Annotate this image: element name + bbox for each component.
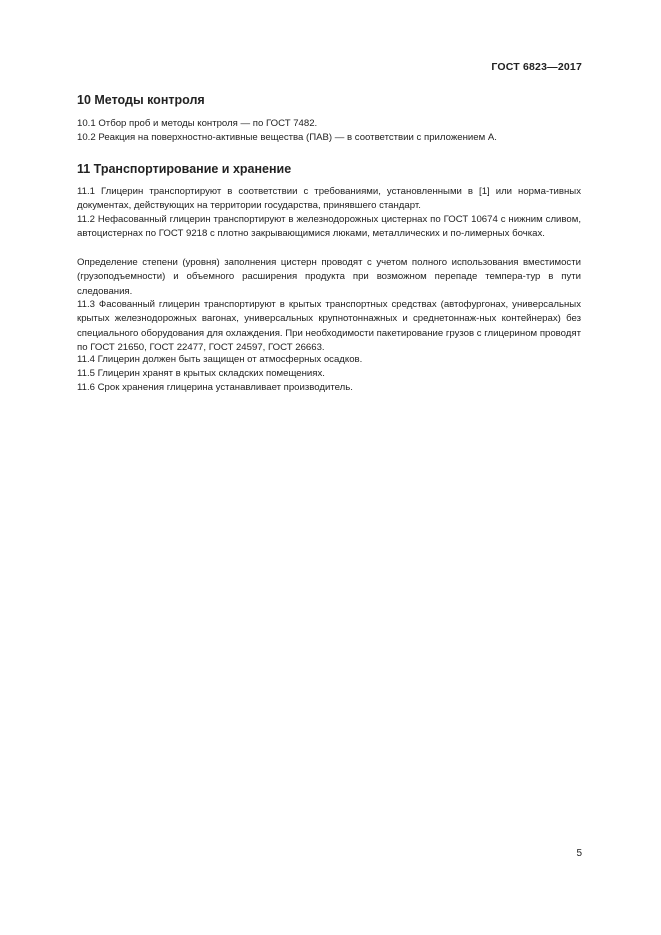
clause-11-3: 11.3 Фасованный глицерин транспортируют в крытых транспортных средствах (автофургонах, универсальных крытых железнодорожных вагонах, универсальных крупнотоннажных и среднетоннаж-ных контейнерах) без специального оборудования для охлаждения. При необходимости пакетирование грузов с глицерином проводят по ГОСТ 21650, ГОСТ 22477, ГОСТ 24597, ГОСТ 26663. [77, 299, 581, 354]
clause-11-5: 11.5 Глицерин хранят в крытых складских помещениях. [77, 368, 325, 379]
clause-10-2: 10.2 Реакция на поверхностно-активные вещества (ПАВ) — в соответствии с приложением А. [77, 132, 497, 143]
clause-10-1: 10.1 Отбор проб и методы контроля — по ГОСТ 7482. [77, 118, 318, 129]
standard-code: ГОСТ 6823—2017 [491, 61, 582, 73]
section-11-title: 11 Транспортирование и хранение [77, 162, 292, 176]
clause-11-1: 11.1 Глицерин транспортируют в соответствии с требованиями, установленными в [1] или норма-тивных документах, действующих на территории государства, принявшего стандарт. [77, 186, 581, 212]
section-10-title: 10 Методы контроля [77, 93, 205, 107]
clause-11-6: 11.6 Срок хранения глицерина устанавливает производитель. [77, 382, 353, 393]
clause-11-2: 11.2 Нефасованный глицерин транспортируют в железнодорожных цистернах по ГОСТ 10674 с нижним сливом, автоцистернах по ГОСТ 9218 с плотно закрывающимися люками, металлических и по-лимерных бочках. [77, 214, 581, 240]
clause-11-4: 11.4 Глицерин должен быть защищен от атмосферных осадков. [77, 354, 363, 365]
page-number: 5 [576, 848, 582, 859]
clause-11-2-filling: Определение степени (уровня) заполнения цистерн проводят с учетом полного использования вместимости (грузоподъемности) и объемного расширения продукта при возможном перепаде темпера-тур в пути следования. [77, 257, 581, 297]
